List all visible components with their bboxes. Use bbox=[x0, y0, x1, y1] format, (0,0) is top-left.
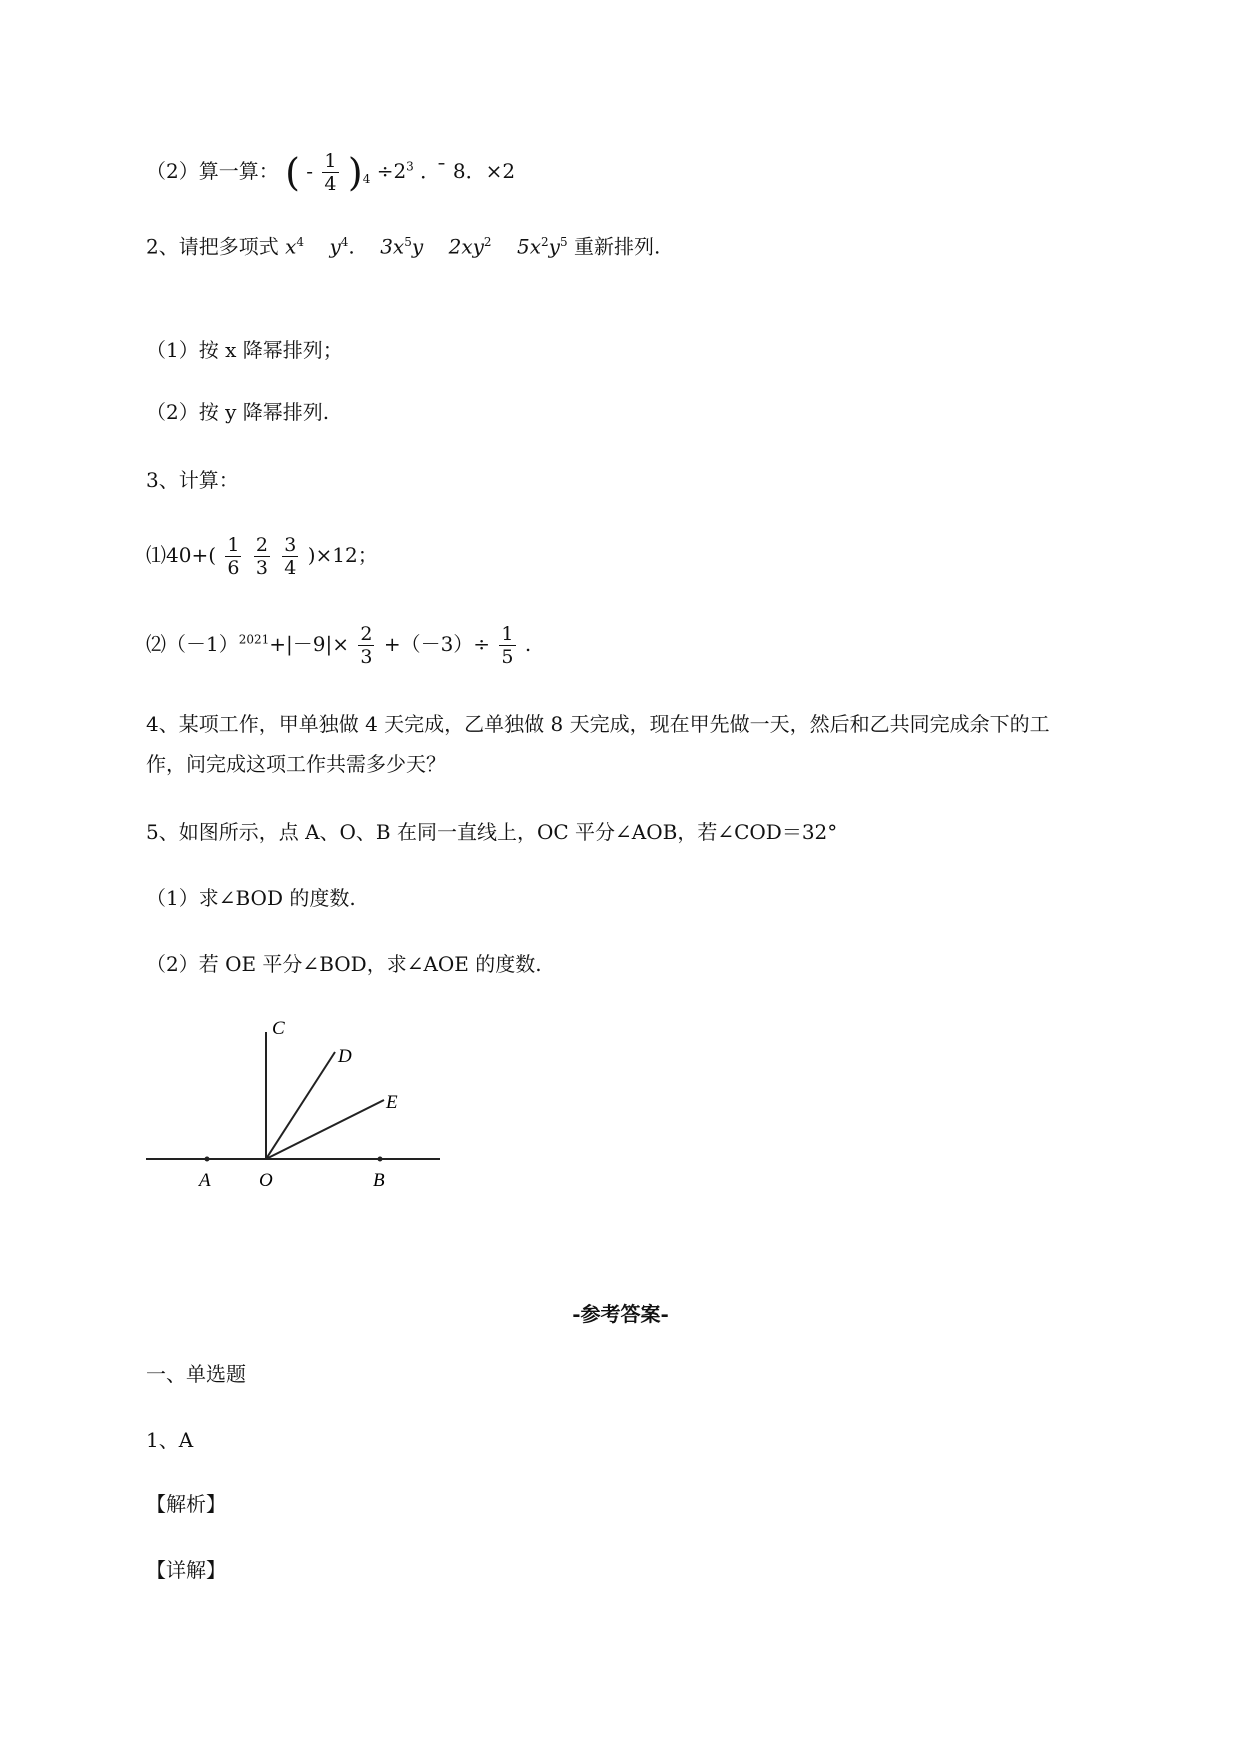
question-5-2: （2）若 OE 平分∠BOD，求∠AOE 的度数. bbox=[146, 952, 542, 976]
question-2-2: （2）按 y 降幂排列. bbox=[146, 400, 330, 424]
question-5: 5、如图所示，点 A、O、B 在同一直线上，OC 平分∠AOB，若∠COD＝32° bbox=[146, 820, 838, 844]
label-d: D bbox=[338, 1046, 352, 1067]
label-e: E bbox=[386, 1092, 398, 1113]
ray-od bbox=[266, 1052, 335, 1159]
geometry-figure bbox=[140, 1012, 460, 1202]
question-2-1: （1）按 x 降幂排列； bbox=[146, 338, 343, 362]
paren-close: ) bbox=[347, 150, 363, 195]
point-b bbox=[378, 1157, 383, 1162]
question-2: 2、请把多项式 $x^4$ $y^4$. $3x^5y$ $2xy^2$ $5x^2y^5$ 重新排列. bbox=[146, 234, 661, 259]
question-3-title: 3、计算： bbox=[146, 468, 239, 492]
detail-heading: 【详解】 bbox=[146, 1558, 226, 1582]
answer-header: -参考答案- bbox=[572, 1302, 669, 1326]
question-1-2: （2）算一算： ( - $\frac{1}{4}$ )$_4 \div 2^3$ ． ̄ 8．×2 bbox=[146, 150, 516, 195]
label-c: C bbox=[272, 1018, 285, 1039]
question-5-1: （1）求∠BOD 的度数. bbox=[146, 886, 356, 910]
question-4-line1: 4、某项工作，甲单独做 4 天完成，乙单独做 8 天完成，现在甲先做一天，然后和乙共同完成余下的工 bbox=[146, 712, 1050, 736]
label-o: O bbox=[259, 1170, 273, 1191]
question-3-2: $⑵(-1)^{2021}+|-9|\times$ $\frac{2}{3}$ +（－3）÷ $\frac{1}{5}$ . bbox=[146, 623, 532, 668]
question-3-1: ⑴40+( $\frac{1}{6}$ $\frac{2}{3}$ $\frac{3}{4}$ )×12； bbox=[146, 534, 378, 579]
fraction: $\frac{1}{4}$ bbox=[324, 150, 337, 195]
point-a bbox=[205, 1157, 210, 1162]
question-4-line2: 作，问完成这项工作共需多少天？ bbox=[146, 752, 446, 776]
label-b: B bbox=[373, 1170, 385, 1191]
answer-1: 1、A bbox=[146, 1428, 194, 1452]
paren-open: ( bbox=[285, 150, 300, 195]
q1-2-label: （2）算一算： bbox=[146, 159, 279, 183]
analysis-heading: 【解析】 bbox=[146, 1492, 226, 1516]
section-title: 一、单选题 bbox=[146, 1362, 246, 1386]
ray-oe bbox=[266, 1100, 384, 1159]
label-a: A bbox=[199, 1170, 211, 1191]
